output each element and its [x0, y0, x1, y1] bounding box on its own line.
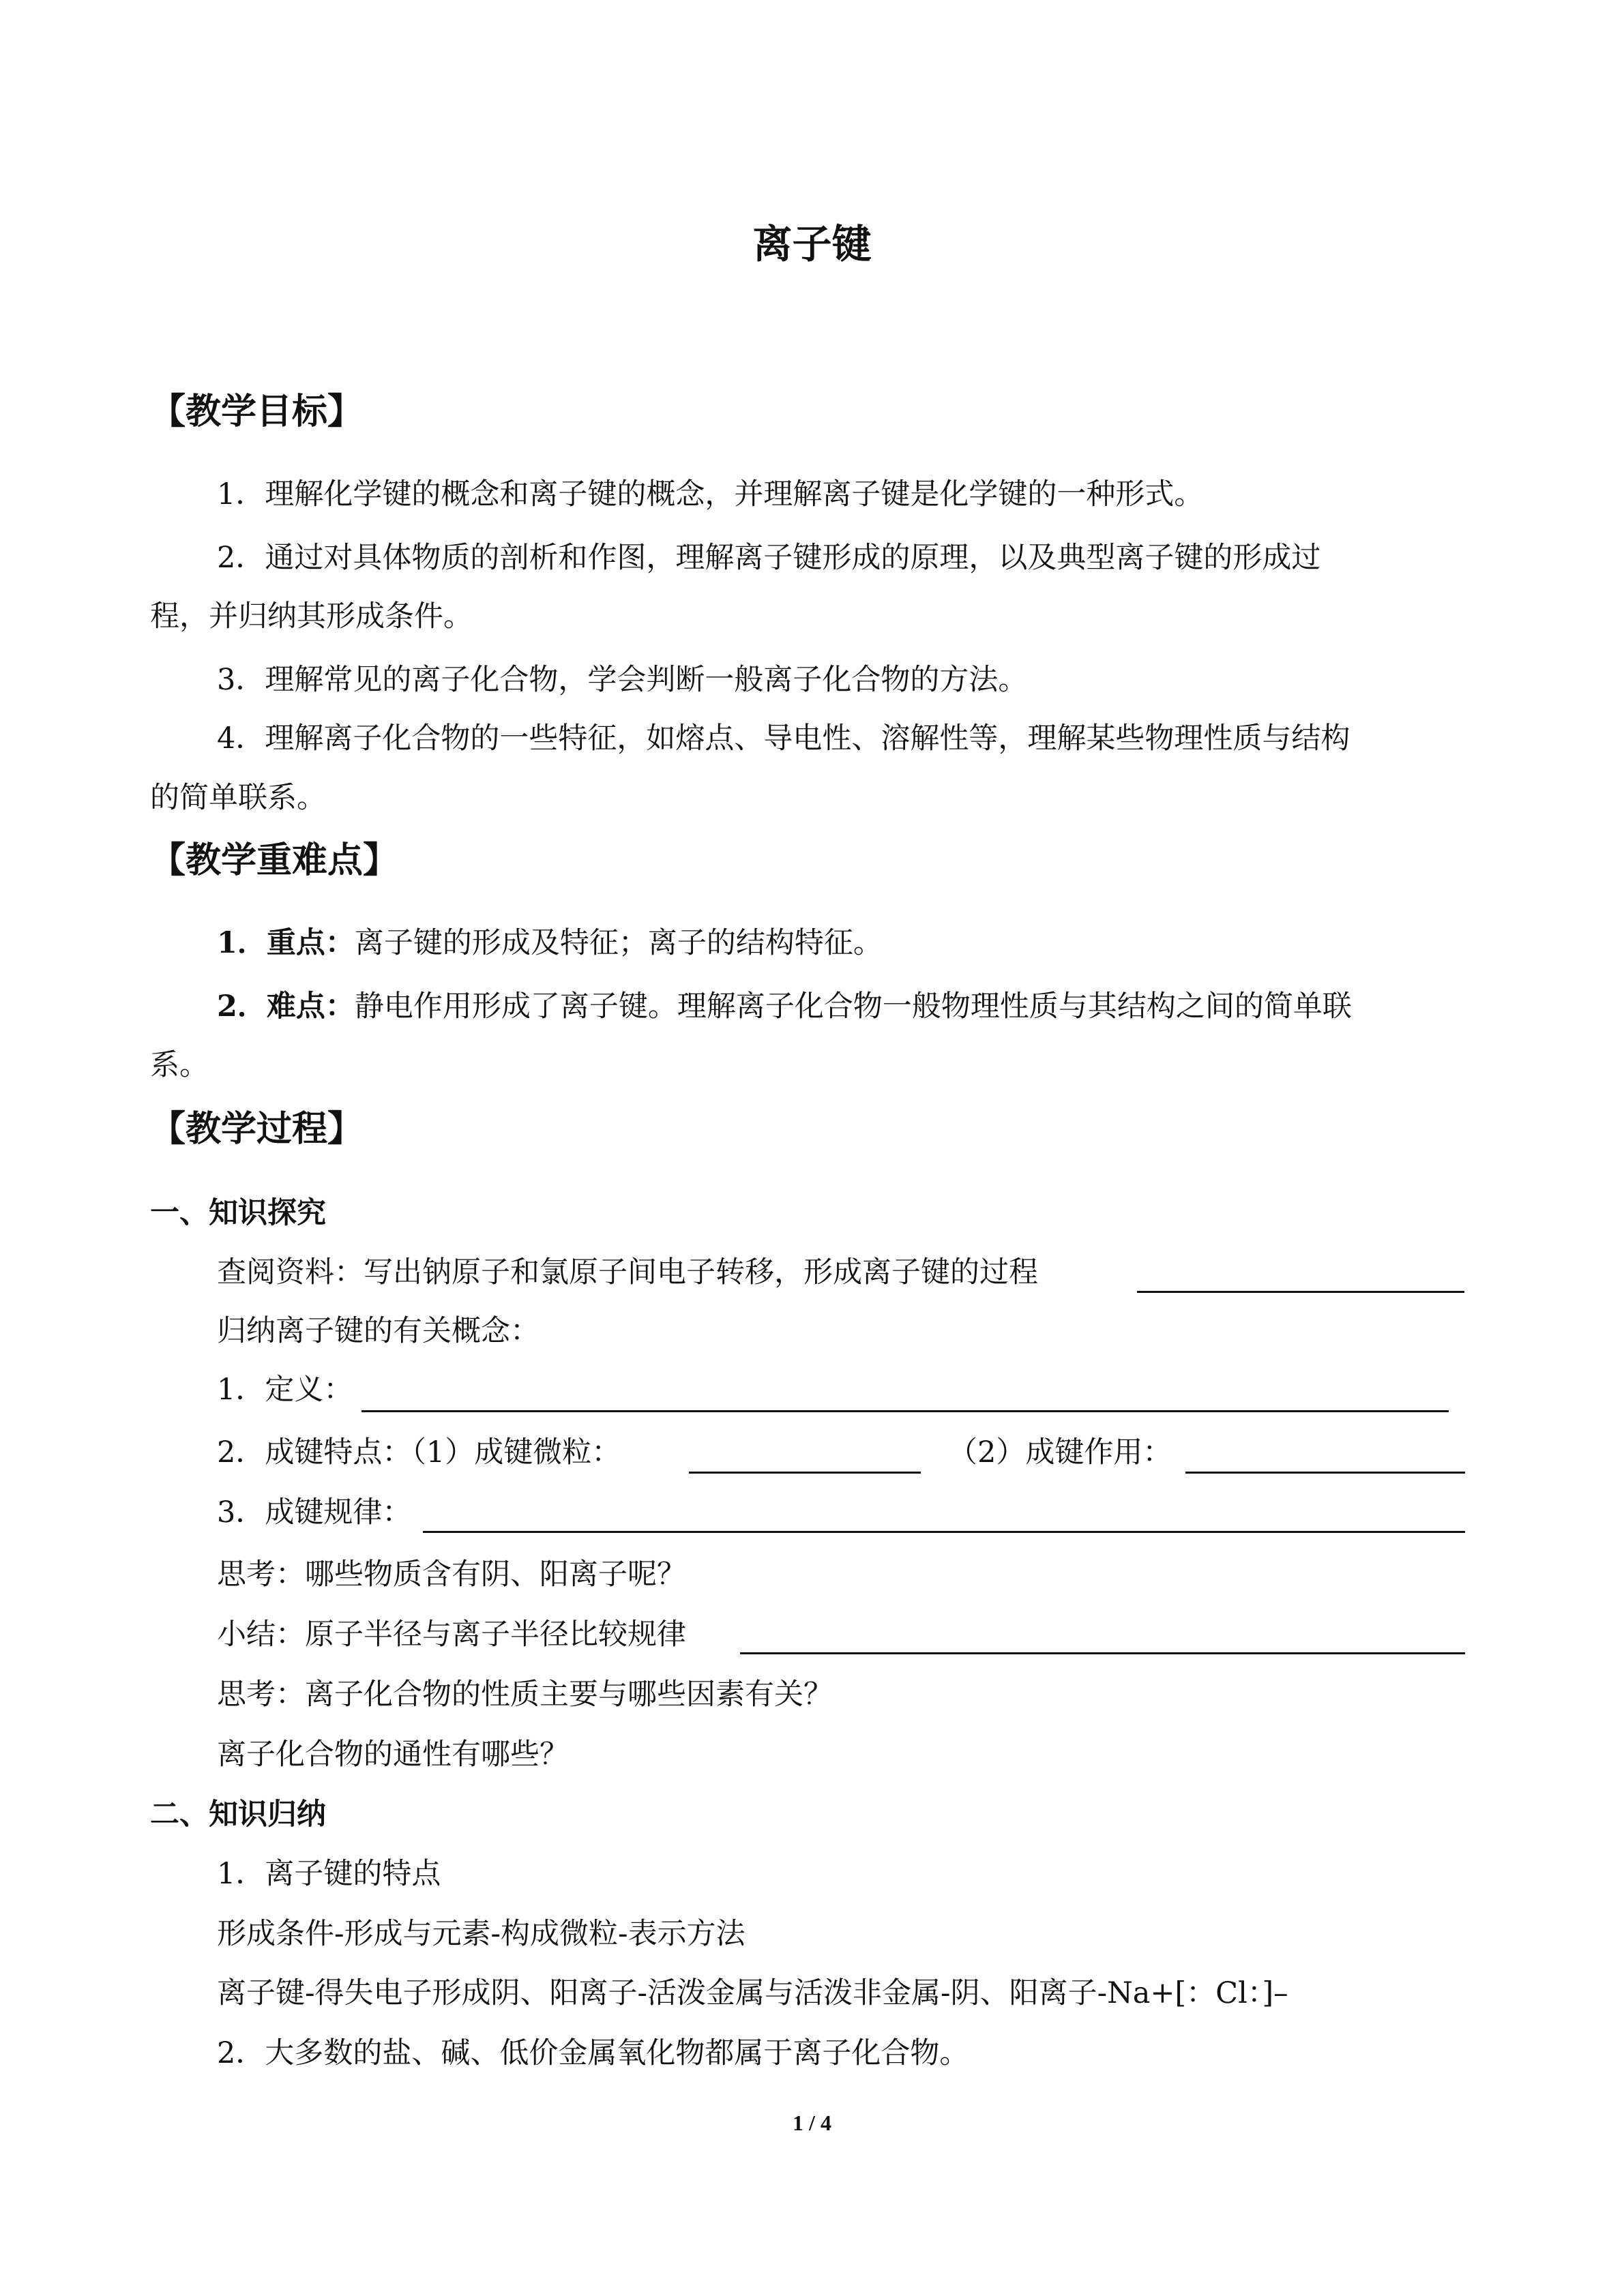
think-question-1: 思考：哪些物质含有阴、阳离子呢？: [217, 1557, 686, 1592]
summary-item-2: 2．大多数的盐、碱、低价金属氧化物都属于离子化合物。: [217, 2036, 969, 2070]
summary-item-1: 1．离子键的特点: [217, 1857, 441, 1891]
key-point-1: [217, 923, 883, 964]
conclusion-answer-blank[interactable]: [740, 1652, 1465, 1654]
key-point-2-text: 静电作用形成了离子键。理解离子化合物一般物理性质与其结构之间的简单联: [354, 989, 1352, 1024]
summary-intro: 归纳离子键的有关概念：: [217, 1314, 540, 1348]
objectives-heading: 【教学目标】: [150, 391, 364, 432]
key-points-heading: 【教学重难点】: [150, 839, 399, 881]
objective-item-1: 1．理解化学键的概念和离子键的概念，并理解离子键是化学键的一种形式。: [217, 477, 1204, 511]
definition-answer-blank[interactable]: [361, 1410, 1449, 1412]
part2-heading: 二、知识归纳: [150, 1798, 326, 1832]
particles-answer-blank[interactable]: [689, 1472, 921, 1474]
interaction-answer-blank[interactable]: [1185, 1472, 1465, 1474]
objective-item-2: 2．通过对具体物质的剖析和作图，理解离子键形成的原理，以及典型离子键的形成过: [217, 541, 1321, 575]
key-point-1-text: 离子键的形成及特征；离子的结构特征。: [354, 926, 883, 960]
think-question-3: 离子化合物的通性有哪些？: [217, 1738, 569, 1772]
key-point-1-label: 1．重点：: [217, 926, 355, 960]
key-point-2-label: 2．难点：: [217, 989, 355, 1024]
page-title: 离子键: [752, 221, 872, 267]
objective-item-3: 3．理解常见的离子化合物，学会判断一般离子化合物的方法。: [217, 663, 1028, 697]
think-question-2: 思考：离子化合物的性质主要与哪些因素有关？: [217, 1678, 833, 1712]
definition-label: 1．定义：: [217, 1373, 353, 1407]
part1-heading: 一、知识探究: [150, 1196, 326, 1230]
summary-chain-headers: 形成条件-形成与元素-构成微粒-表示方法: [217, 1917, 745, 1951]
objective-item-4: 4．理解离子化合物的一些特征，如熔点、导电性、溶解性等，理解某些物理性质与结构: [217, 721, 1350, 756]
page-number: 1 / 4: [793, 2111, 831, 2135]
key-point-2: [217, 986, 1352, 1027]
key-point-2-cont: 系。: [150, 1048, 209, 1082]
rule-label: 3．成键规律：: [217, 1495, 412, 1530]
process-heading: 【教学过程】: [150, 1108, 364, 1150]
features-label-2: （2）成键作用：: [948, 1435, 1172, 1470]
lookup-answer-blank[interactable]: [1137, 1291, 1464, 1293]
rule-answer-blank[interactable]: [423, 1531, 1465, 1533]
features-label: 2．成键特点：（1）成键微粒：: [217, 1435, 621, 1470]
objective-item-4-cont: 的简单联系。: [150, 781, 326, 815]
objective-item-2-cont: 程，并归纳其形成条件。: [150, 599, 473, 633]
summary-chain-values: 离子键-得失电子形成阴、阳离子-活泼金属与活泼非金属-阴、阳离子-Na+[：Cl：]–: [217, 1976, 1288, 2010]
lookup-prompt: 查阅资料：写出钠原子和氯原子间电子转移，形成离子键的过程: [217, 1255, 1038, 1289]
conclusion-prompt: 小结：原子半径与离子半径比较规律: [217, 1617, 686, 1652]
